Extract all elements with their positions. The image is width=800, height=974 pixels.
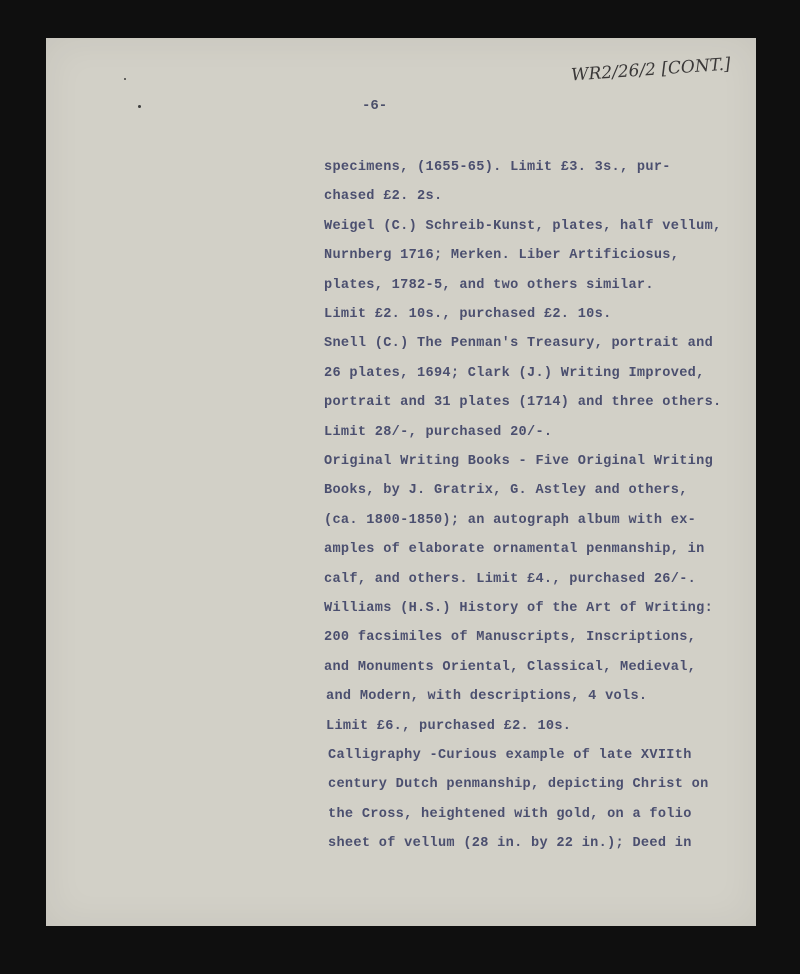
text-line: 26 plates, 1694; Clark (J.) Writing Improved, <box>324 365 705 381</box>
text-line: Williams (H.S.) History of the Art of Writing: <box>324 601 714 616</box>
text-line: Limit £6., purchased £2. 10s. <box>326 718 572 734</box>
text-line: Calligraphy -Curious example of late XVIIth <box>328 748 692 763</box>
text-line: (ca. 1800-1850); an autograph album with ex- <box>324 512 697 528</box>
paper-mark <box>124 78 126 80</box>
text-line: Original Writing Books - Five Original Writing <box>324 454 714 469</box>
text-line: the Cross, heightened with gold, on a folio <box>328 806 692 822</box>
text-line: Limit £2. 10s., purchased £2. 10s. <box>324 307 612 322</box>
text-line: and Modern, with descriptions, 4 vols. <box>326 689 648 705</box>
text-line: calf, and others. Limit £4., purchased 26/-. <box>324 571 697 587</box>
text-line: chased £2. 2s. <box>324 189 443 205</box>
document-page <box>46 38 756 926</box>
text-line: specimens, (1655-65). Limit £3. 3s., pur- <box>324 160 671 175</box>
text-line: portrait and 31 plates (1714) and three others. <box>324 395 722 411</box>
text-line: sheet of vellum (28 in. by 22 in.); Deed in <box>328 836 692 852</box>
text-line: Weigel (C.) Schreib-Kunst, plates, half vellum, <box>324 218 722 234</box>
text-line: Snell (C.) The Penman's Treasury, portrait and <box>324 336 714 352</box>
text-line: Limit 28/-, purchased 20/-. <box>324 424 553 440</box>
text-line: 200 facsimiles of Manuscripts, Inscriptions, <box>324 630 697 646</box>
text-line: and Monuments Oriental, Classical, Medieval, <box>324 659 697 675</box>
page-number: -6- <box>362 98 388 114</box>
archive-reference: WR2/26/2 [CONT.] <box>570 54 732 86</box>
text-line: Books, by J. Gratrix, G. Astley and others, <box>324 483 688 499</box>
text-line: Nurnberg 1716; Merken. Liber Artificiosus, <box>324 248 680 264</box>
text-line: plates, 1782-5, and two others similar. <box>324 277 654 293</box>
text-line: century Dutch penmanship, depicting Christ on <box>328 777 709 793</box>
paper-mark <box>138 105 141 108</box>
text-line: amples of elaborate ornamental penmanship, in <box>324 542 705 558</box>
